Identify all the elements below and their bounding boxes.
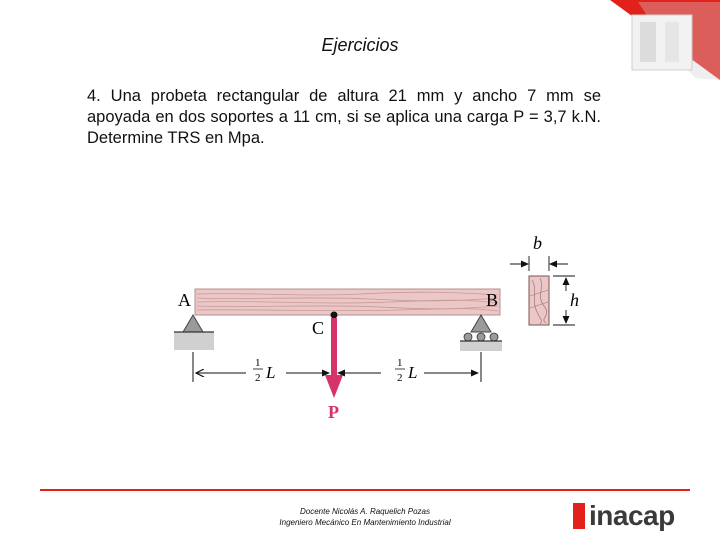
label-h: h <box>570 290 579 310</box>
label-b: B <box>486 290 499 310</box>
label-a: A <box>178 290 191 310</box>
beam <box>195 289 500 315</box>
footer-author: Docente Nicolás A. Raquelich Pozas <box>300 507 430 516</box>
label-b-width: b <box>533 233 542 253</box>
footer-credits <box>200 506 530 528</box>
svg-text:L: L <box>266 363 276 382</box>
load-point <box>331 312 338 319</box>
dimension-left <box>196 370 330 377</box>
support-a <box>174 315 214 350</box>
svg-text:L: L <box>408 363 418 382</box>
svg-text:1: 1 <box>255 357 261 369</box>
slide-title: Ejercicios <box>321 35 399 55</box>
load-arrow <box>325 318 343 398</box>
problem-statement: 4. Una probeta rectangular de altura 21 mm y ancho 7 mm se apoyada en dos soportes a 11 cm, si se aplica una carga P = 3,7 k.N. Determine TRS en Mpa. <box>87 87 601 147</box>
logo-wordmark: inacap <box>589 500 675 531</box>
cross-section <box>510 233 579 325</box>
label-p: P <box>328 402 339 422</box>
footer-divider <box>40 489 690 491</box>
footer-role: Ingeniero Mecánico En Mantenimiento Industrial <box>279 518 451 527</box>
half-length-left <box>253 357 275 384</box>
label-c: C <box>312 318 325 338</box>
inacap-logo <box>573 500 675 532</box>
svg-text:2: 2 <box>255 372 261 384</box>
support-b <box>460 315 502 351</box>
svg-text:2: 2 <box>397 372 403 384</box>
logo-mark-icon <box>573 503 585 529</box>
svg-text:1: 1 <box>397 357 403 369</box>
half-length-right <box>395 357 417 384</box>
